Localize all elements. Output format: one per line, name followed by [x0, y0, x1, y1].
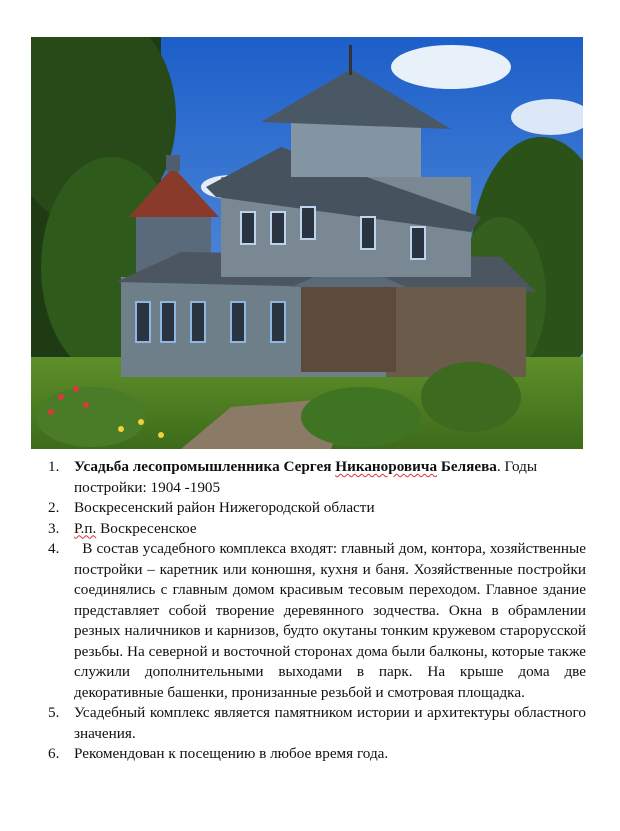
- description-text: В состав усадебного комплекса входят: главный дом, контора, хозяйственные постройки – каретник или конюшня, кухня и баня. Хозяйственные постройки соединялись с главным домом красивым тесовым переходом. Главное здание представляет собой творение деревянного зодчества. Окна в обрамлении резных наличников и карнизов, будто окутаны тонким кружевом старорусской резьбы. На северной и восточной сторонах дома были балконы, которые также служили дополнительными выходами в парк. На крыше дома две декоративные башенки, пронизанные резьбой и смотровая площадка.: [74, 540, 590, 701]
- title-patronymic: Никаноровича: [335, 458, 438, 475]
- manor-photo: [31, 37, 583, 449]
- info-list: [48, 457, 590, 765]
- settlement-text: Воскресенское: [96, 519, 197, 537]
- list-item: [48, 457, 586, 498]
- title-part: Усадьба лесопромышленника Сергея: [74, 458, 336, 475]
- list-item: [48, 519, 586, 540]
- list-item: [48, 498, 586, 519]
- list-number: 1.: [48, 458, 60, 475]
- list-number: 2.: [48, 499, 60, 516]
- build-years: . Годы постройки: 1904 -1905: [74, 458, 538, 496]
- title-part: Беляева: [437, 458, 497, 475]
- list-number: 5.: [48, 704, 60, 721]
- list-number: 4.: [48, 540, 60, 557]
- list-number: 6.: [48, 745, 60, 762]
- list-item: [48, 539, 590, 703]
- list-item: [48, 703, 586, 744]
- estate-title: [74, 458, 497, 475]
- list-number: 3.: [48, 519, 60, 537]
- settlement-abbr: Р.п.: [74, 519, 97, 537]
- district-text: Воскресенский район Нижегородской области: [74, 499, 375, 516]
- recommendation-text: Рекомендован к посещению в любое время года.: [74, 745, 389, 762]
- monument-text: Усадебный комплекс является памятником истории и архитектуры областного значения.: [74, 704, 586, 742]
- list-item: [48, 744, 586, 765]
